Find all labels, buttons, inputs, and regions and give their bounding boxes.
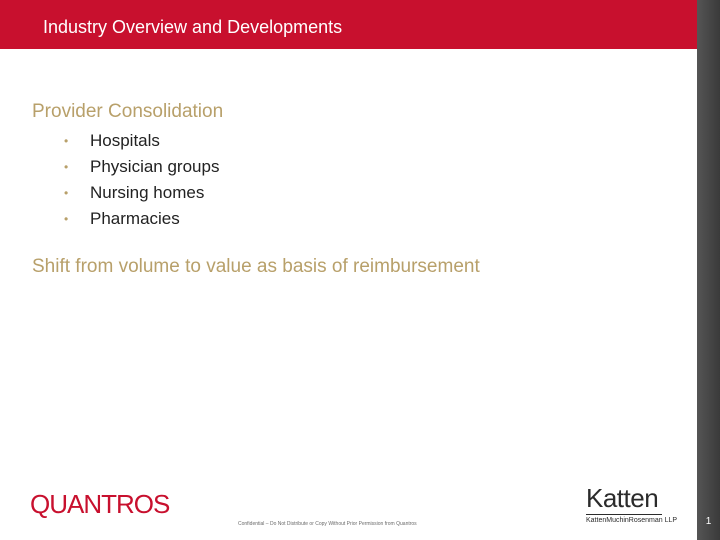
katten-logo xyxy=(586,484,677,524)
bullet-icon: • xyxy=(64,160,69,174)
section-heading-provider-consolidation: Provider Consolidation xyxy=(32,101,224,122)
quantros-logo xyxy=(30,489,170,522)
quantros-logo-graphic xyxy=(30,489,170,519)
list-item xyxy=(64,154,219,180)
list-item xyxy=(64,180,219,206)
list-item xyxy=(64,206,219,232)
bullet-icon: • xyxy=(64,134,69,148)
bullet-text: Hospitals xyxy=(90,131,160,150)
bullet-text: Physician groups xyxy=(90,157,220,176)
bullet-text: Pharmacies xyxy=(90,209,180,228)
right-side-strip xyxy=(697,0,720,540)
bullet-list xyxy=(64,128,219,232)
katten-logo-subtext: KattenMuchinRosenman LLP xyxy=(586,517,678,524)
slide-header-bar xyxy=(0,0,697,49)
section-heading-value-shift: Shift from volume to value as basis of reimbursement xyxy=(32,256,480,277)
katten-logo-name: Katten xyxy=(586,483,659,513)
bullet-icon: • xyxy=(64,186,69,200)
bullet-icon: • xyxy=(64,212,69,226)
katten-logo-divider xyxy=(586,514,662,515)
page-number: 1 xyxy=(705,516,712,527)
bullet-text: Nursing homes xyxy=(90,183,205,202)
confidential-notice: Confidential – Do Not Distribute or Copy Without Prior Permission from Quantros xyxy=(238,521,417,527)
slide-title: Industry Overview and Developments xyxy=(43,17,343,37)
quantros-logo-text: QUANTROS xyxy=(30,489,170,519)
list-item xyxy=(64,128,219,154)
